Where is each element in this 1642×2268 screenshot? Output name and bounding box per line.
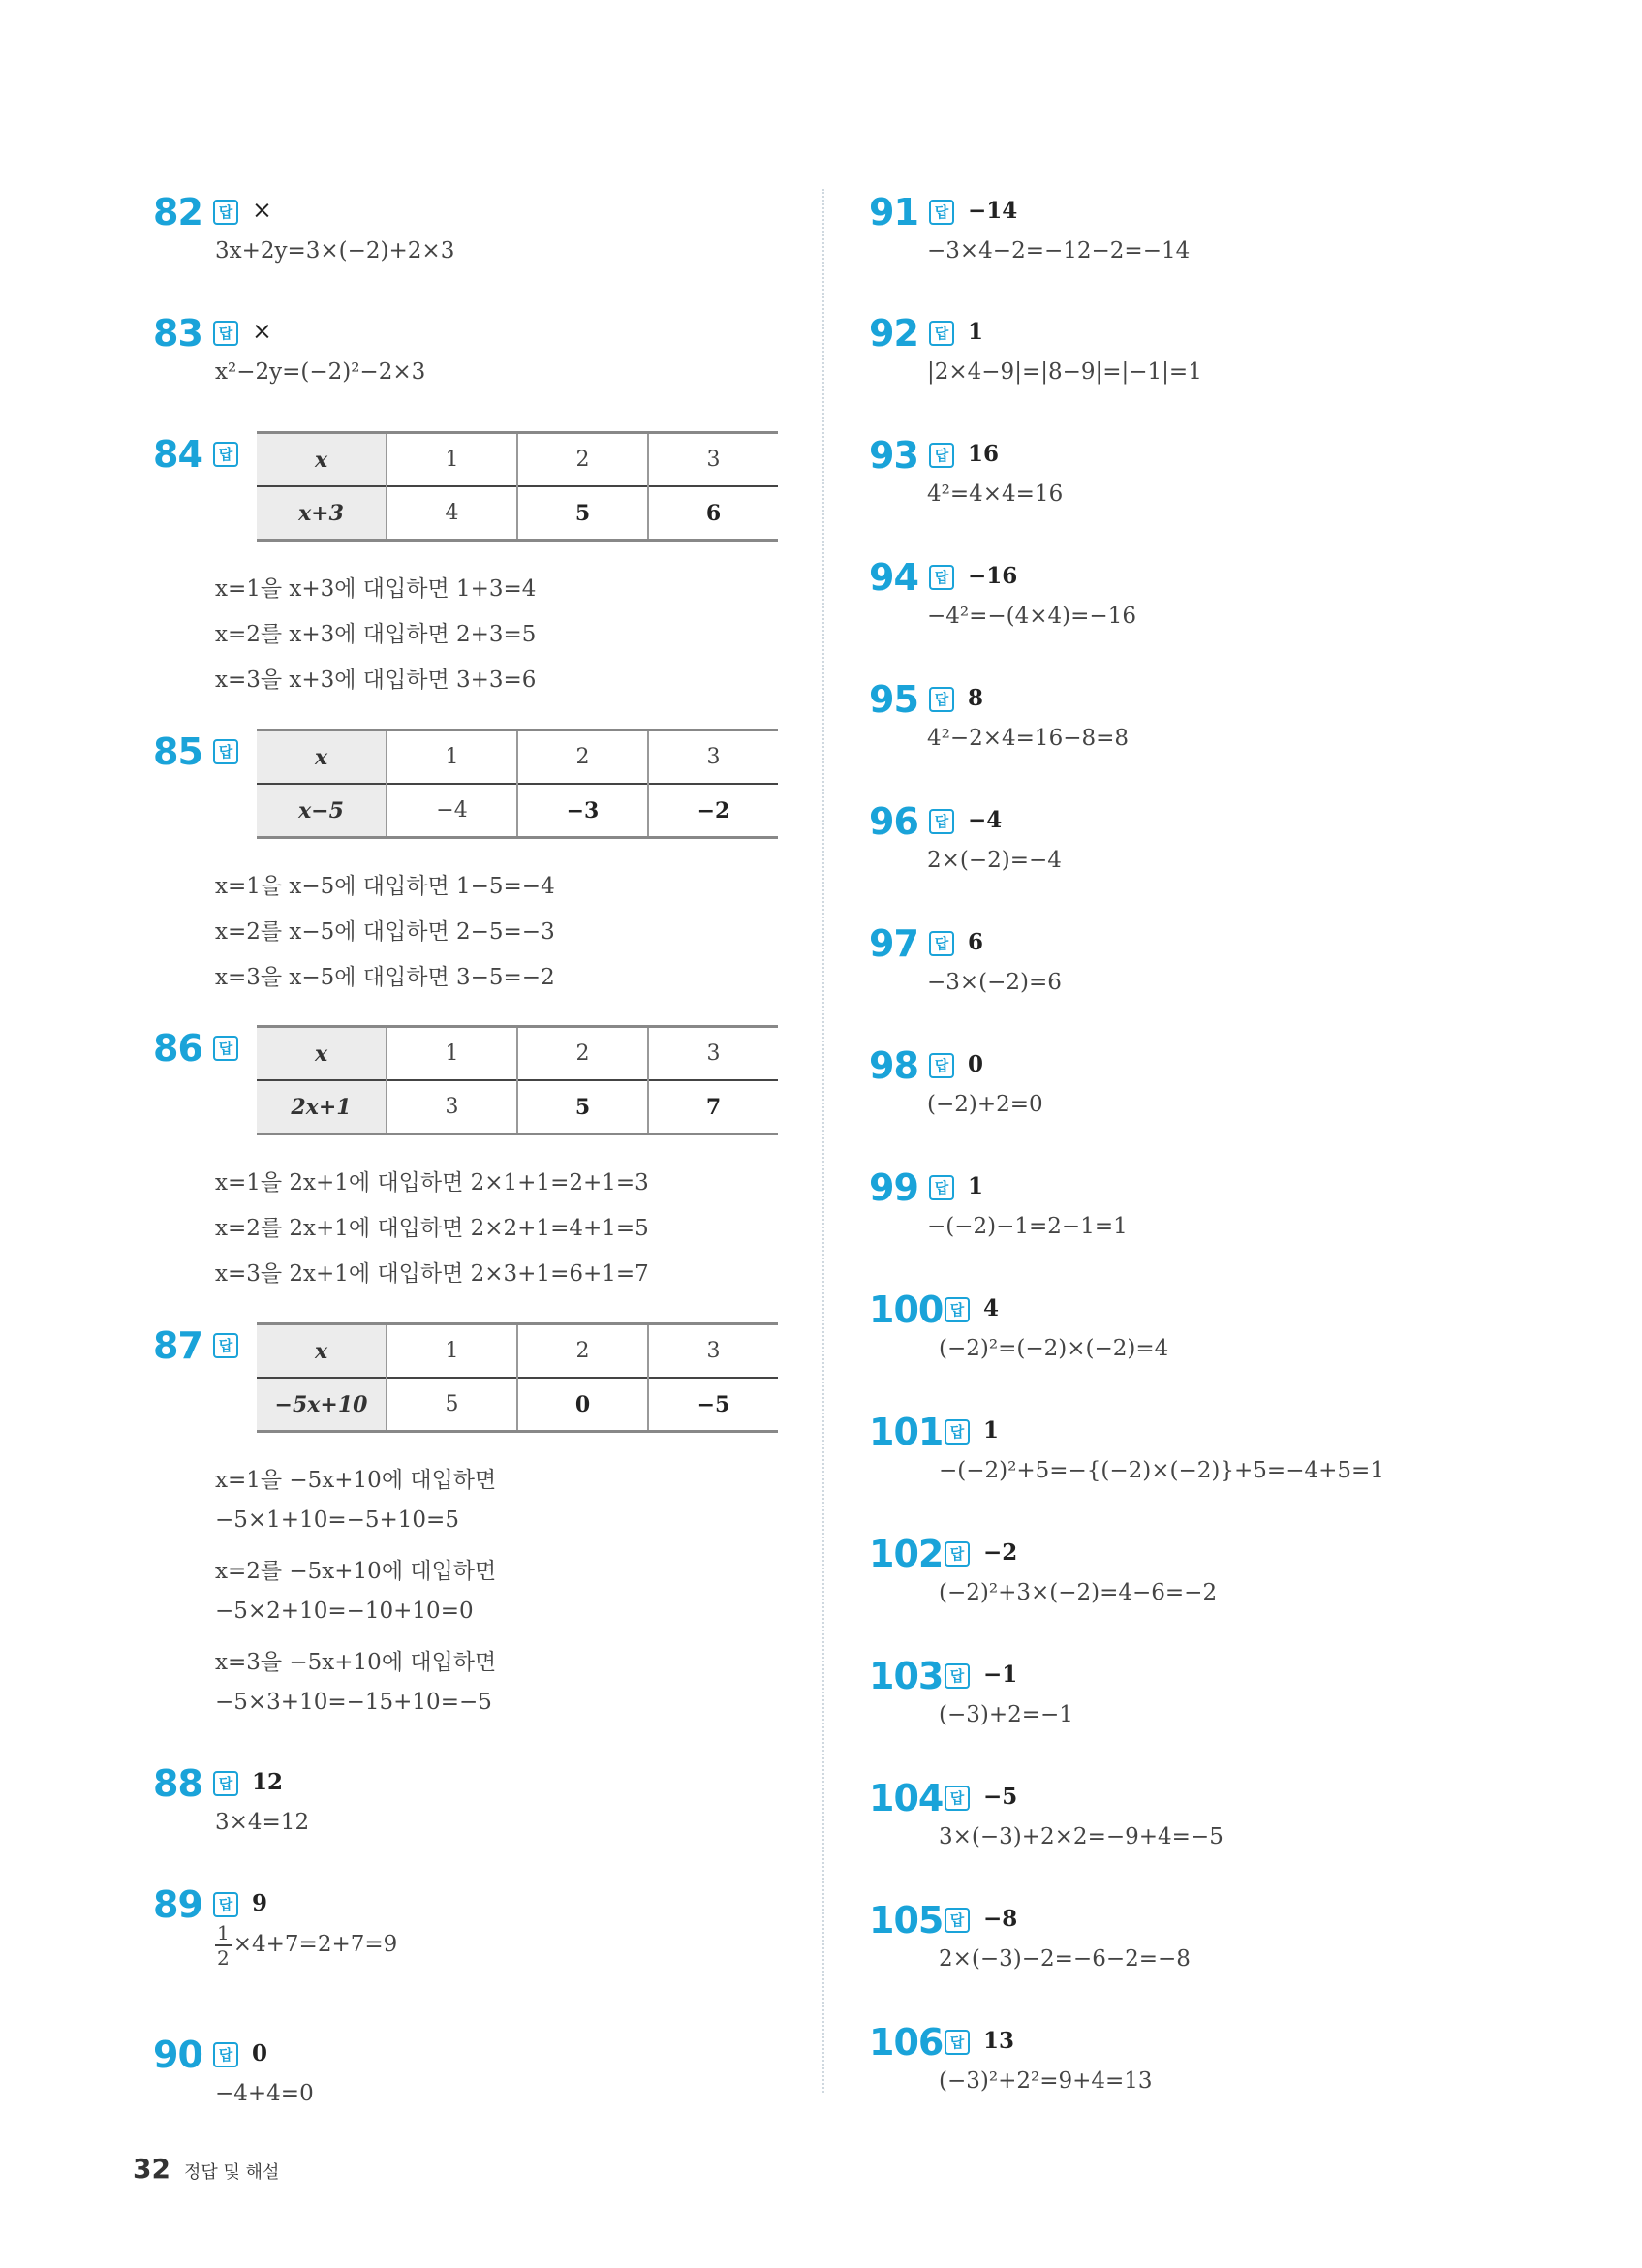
- problem-number: 90: [153, 2034, 202, 2076]
- problem-number: 93: [869, 434, 918, 477]
- table-cell: x: [257, 1324, 387, 1379]
- value-table: [257, 729, 778, 839]
- table-cell: 2: [517, 1027, 648, 1081]
- page-number: 32: [133, 2153, 170, 2185]
- problem-number: 91: [869, 191, 918, 233]
- problem-number: 98: [869, 1044, 918, 1087]
- table-cell: −4: [387, 784, 517, 838]
- answer-badge-icon: 답: [213, 1892, 238, 1917]
- solution-line: x=3을 2x+1에 대입하면 2×3+1=6+1=7: [215, 1261, 649, 1287]
- solution-line: −5×3+10=−15+10=−5: [215, 1690, 492, 1715]
- solution-line: (−3)²+2²=9+4=13: [939, 2068, 1153, 2094]
- problem-number: 100: [869, 1289, 944, 1331]
- table-cell: x−5: [257, 784, 387, 838]
- problem-number: 105: [869, 1899, 944, 1942]
- footer-label: 정답 및 해설: [184, 2162, 280, 2183]
- problem-number: 85: [153, 730, 202, 773]
- answer-badge-icon: 답: [929, 1175, 954, 1200]
- table-cell: x: [257, 730, 387, 785]
- table-cell: 7: [648, 1080, 778, 1134]
- solution-line: x²−2y=(−2)²−2×3: [215, 359, 426, 385]
- solution-line: 3×(−3)+2×2=−9+4=−5: [939, 1824, 1224, 1849]
- answer-value: 0: [968, 1051, 984, 1077]
- solution-line: −4²=−(4×4)=−16: [927, 604, 1136, 629]
- answer-value: 9: [252, 1890, 268, 1916]
- problem-number: 104: [869, 1777, 944, 1819]
- answer-badge-icon: 답: [213, 321, 238, 346]
- problem-number: 99: [869, 1166, 918, 1209]
- problem-number: 86: [153, 1027, 202, 1070]
- answer-value: −5: [983, 1784, 1018, 1810]
- answer-value: 0: [252, 2040, 268, 2066]
- solution-line: −(−2)²+5=−{(−2)×(−2)}+5=−4+5=1: [939, 1458, 1384, 1483]
- solution-line: x=1을 x−5에 대입하면 1−5=−4: [215, 874, 555, 899]
- problem-number: 103: [869, 1655, 944, 1697]
- answer-value: ×: [252, 317, 272, 345]
- table-cell: 1: [387, 730, 517, 785]
- table-cell: 2: [517, 433, 648, 487]
- problem-number: 94: [869, 556, 918, 599]
- answer-badge-icon: 답: [213, 442, 238, 467]
- solution-line: −5×1+10=−5+10=5: [215, 1507, 459, 1533]
- solution-line: 3x+2y=3×(−2)+2×3: [215, 238, 455, 264]
- answer-value: 1: [983, 1417, 1000, 1444]
- solution-line: −3×(−2)=6: [927, 970, 1062, 995]
- answer-badge-icon: 답: [929, 200, 954, 225]
- table-cell: −3: [517, 784, 648, 838]
- answer-badge-icon: 답: [929, 931, 954, 956]
- problem-number: 83: [153, 312, 202, 355]
- table-header-row: [257, 433, 778, 487]
- answer-value: 8: [968, 685, 984, 711]
- solution-line: x=3을 −5x+10에 대입하면: [215, 1650, 497, 1675]
- answer-badge-icon: 답: [213, 1036, 238, 1061]
- answer-badge-icon: 답: [945, 1419, 970, 1445]
- answer-value: 4: [983, 1295, 1000, 1321]
- answer-badge-icon: 답: [213, 200, 238, 225]
- solution-line: (−2)+2=0: [927, 1092, 1043, 1117]
- solution-line: −5×2+10=−10+10=0: [215, 1599, 474, 1624]
- problem-number: 102: [869, 1533, 944, 1575]
- value-table: [257, 431, 778, 542]
- fraction-numerator: 1: [217, 1921, 230, 1944]
- solution-line: [215, 1923, 397, 1968]
- problem-number: 89: [153, 1883, 202, 1926]
- table-cell: 0: [517, 1378, 648, 1432]
- table-cell: 1: [387, 433, 517, 487]
- answer-badge-icon: 답: [945, 2030, 970, 2055]
- table-cell: x: [257, 433, 387, 487]
- problem-number: 96: [869, 800, 918, 843]
- answer-value: −4: [968, 807, 1003, 833]
- answer-badge-icon: 답: [213, 739, 238, 764]
- table-cell: 3: [648, 1027, 778, 1081]
- answer-value: 1: [968, 1173, 984, 1199]
- table-cell: 6: [648, 486, 778, 541]
- table-cell: −2: [648, 784, 778, 838]
- answer-badge-icon: 답: [945, 1297, 970, 1322]
- answer-badge-icon: 답: [929, 687, 954, 712]
- table-cell: 5: [517, 486, 648, 541]
- answer-badge-icon: 답: [945, 1541, 970, 1567]
- table-cell: 5: [387, 1378, 517, 1432]
- problem-number: 82: [153, 191, 202, 233]
- table-header-row: [257, 1027, 778, 1081]
- answer-badge-icon: 답: [213, 2042, 238, 2067]
- table-cell: −5x+10: [257, 1378, 387, 1432]
- table-header-row: [257, 730, 778, 785]
- problem-number: 95: [869, 678, 918, 721]
- table-value-row: [257, 784, 778, 838]
- table-cell: 5: [517, 1080, 648, 1134]
- value-table: [257, 1322, 778, 1433]
- solution-line: −3×4−2=−12−2=−14: [927, 238, 1191, 264]
- answer-value: −2: [983, 1539, 1018, 1566]
- table-cell: 2: [517, 1324, 648, 1379]
- answer-value: −14: [968, 198, 1018, 224]
- table-cell: 4: [387, 486, 517, 541]
- solution-line: 3×4=12: [215, 1810, 310, 1835]
- solution-line: |2×4−9|=|8−9|=|−1|=1: [927, 359, 1202, 385]
- solution-line: −(−2)−1=2−1=1: [927, 1214, 1128, 1239]
- problem-number: 92: [869, 312, 918, 355]
- table-header-row: [257, 1324, 778, 1379]
- table-value-row: [257, 486, 778, 541]
- problem-number: 106: [869, 2021, 944, 2064]
- answer-badge-icon: 답: [213, 1771, 238, 1796]
- answer-value: 6: [968, 929, 984, 955]
- solution-line: x=3을 x+3에 대입하면 3+3=6: [215, 668, 537, 693]
- answer-value: 12: [252, 1769, 284, 1795]
- solution-line: x=2를 x+3에 대입하면 2+3=5: [215, 622, 537, 647]
- table-cell: 2: [517, 730, 648, 785]
- solution-line: 2×(−2)=−4: [927, 848, 1062, 873]
- solution-line: −4+4=0: [215, 2081, 314, 2106]
- answer-badge-icon: 답: [929, 443, 954, 468]
- answer-value: −1: [983, 1662, 1018, 1688]
- table-cell: 3: [648, 433, 778, 487]
- fraction: [215, 1923, 232, 1968]
- answer-badge-icon: 답: [945, 1786, 970, 1811]
- answer-value: 16: [968, 441, 1000, 467]
- table-cell: 1: [387, 1324, 517, 1379]
- solution-line: x=2를 −5x+10에 대입하면: [215, 1559, 497, 1584]
- answer-badge-icon: 답: [929, 565, 954, 590]
- answer-badge-icon: 답: [213, 1333, 238, 1358]
- answer-badge-icon: 답: [945, 1663, 970, 1689]
- answer-badge-icon: 답: [929, 1053, 954, 1078]
- problem-number: 88: [153, 1762, 202, 1805]
- solution-line: x=2를 x−5에 대입하면 2−5=−3: [215, 919, 555, 945]
- table-cell: 3: [387, 1080, 517, 1134]
- table-value-row: [257, 1080, 778, 1134]
- answer-value: ×: [252, 196, 272, 224]
- solution-line: x=1을 x+3에 대입하면 1+3=4: [215, 576, 537, 602]
- answer-value: −16: [968, 563, 1018, 589]
- table-cell: −5: [648, 1378, 778, 1432]
- solution-line: 4²=4×4=16: [927, 482, 1064, 507]
- solution-line: x=1을 −5x+10에 대입하면: [215, 1468, 497, 1493]
- table-cell: 3: [648, 730, 778, 785]
- column-divider: [822, 189, 824, 2093]
- value-table: [257, 1025, 778, 1135]
- table-cell: 3: [648, 1324, 778, 1379]
- problem-number: 84: [153, 433, 202, 476]
- problem-number: 101: [869, 1411, 944, 1453]
- solution-line: 2×(−3)−2=−6−2=−8: [939, 1946, 1191, 1972]
- solution-line: x=1을 2x+1에 대입하면 2×1+1=2+1=3: [215, 1170, 649, 1196]
- answer-badge-icon: 답: [945, 1908, 970, 1933]
- solution-line: (−2)²=(−2)×(−2)=4: [939, 1336, 1169, 1361]
- solution-line: (−2)²+3×(−2)=4−6=−2: [939, 1580, 1218, 1605]
- table-cell: x: [257, 1027, 387, 1081]
- solution-line: 4²−2×4=16−8=8: [927, 726, 1130, 751]
- answer-value: 13: [983, 2028, 1015, 2054]
- table-cell: 1: [387, 1027, 517, 1081]
- solution-line: (−3)+2=−1: [939, 1702, 1073, 1727]
- problem-number: 87: [153, 1324, 202, 1367]
- table-cell: x+3: [257, 486, 387, 541]
- solution-line: x=2를 2x+1에 대입하면 2×2+1=4+1=5: [215, 1216, 649, 1241]
- answer-badge-icon: 답: [929, 321, 954, 346]
- answer-badge-icon: 답: [929, 809, 954, 834]
- answer-value: −8: [983, 1906, 1018, 1932]
- fraction-denominator: 2: [217, 1946, 230, 1970]
- table-value-row: [257, 1378, 778, 1432]
- solution-line: x=3을 x−5에 대입하면 3−5=−2: [215, 965, 555, 990]
- answer-value: 1: [968, 319, 984, 345]
- table-cell: 2x+1: [257, 1080, 387, 1134]
- problem-number: 97: [869, 922, 918, 965]
- solution-text: ×4+7=2+7=9: [232, 1932, 398, 1957]
